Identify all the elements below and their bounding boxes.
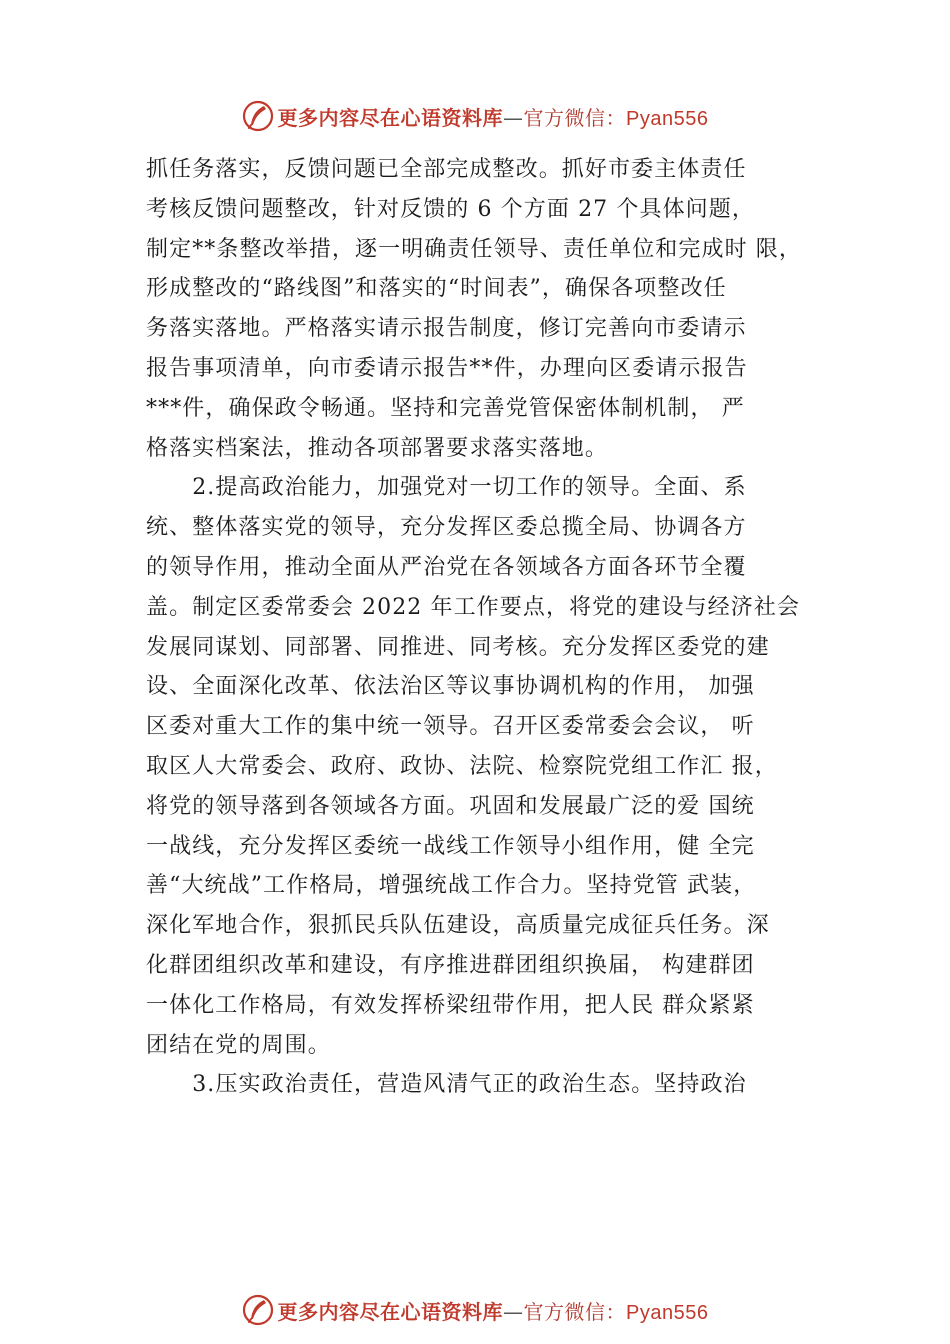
text-line: 善“大统战”工作格局，增强统战工作合力。坚持党管 武装， (146, 873, 757, 899)
text-line: 一战线，充分发挥区委统一战线工作领导小组作用，健 全完 (146, 833, 755, 859)
text-line: 一体化工作格局，有效发挥桥梁纽带作用，把人民 群众紧紧 (146, 992, 755, 1018)
text-line: 发展同谋划、同部署、同推进、同考核。充分发挥区委党的建 (146, 634, 770, 660)
text-line: 制定**条整改举措，逐一明确责任领导、责任单位和完成时 限， (146, 236, 802, 262)
text-line: 3.压实政治责任，营造风清气正的政治生态。坚持政治 (146, 1072, 747, 1098)
text-line: 盖。制定区委常委会 2022 年工作要点，将党的建设与经济社会 (146, 594, 801, 620)
banner-wechat-id: Pyan556 (626, 1301, 709, 1324)
banner-title: 更多内容尽在心语资料库 (277, 105, 504, 130)
header-banner (0, 94, 950, 138)
document-body (146, 150, 826, 1105)
banner-title: 更多内容尽在心语资料库 (277, 1299, 504, 1324)
text-line: 区委对重大工作的集中统一领导。召开区委常委会会议， 听 (146, 714, 755, 740)
text-line: 务落实落地。严格落实请示报告制度，修订完善向市委请示 (146, 316, 747, 342)
banner-text (278, 102, 709, 131)
text-line: 取区人大常委会、政府、政协、法院、检察院党组工作汇 报， (146, 753, 778, 779)
text-line: 化群团组织改革和建设，有序推进群团组织换届， 构建群团 (146, 952, 755, 978)
text-line: 将党的领导落到各领域各方面。巩固和发展最广泛的爱 国统 (146, 793, 755, 819)
banner-wechat-id: Pyan556 (626, 107, 709, 130)
text-line: 抓任务落实，反馈问题已全部完成整改。抓好市委主体责任 (146, 157, 747, 182)
banner-text (278, 1296, 709, 1325)
text-line: 形成整改的“路线图”和落实的“时间表”，确保各项整改任 (146, 276, 727, 302)
banner-dash: — (503, 105, 524, 130)
text-line: 报告事项清单，向市委请示报告**件，办理向区委请示报告 (146, 355, 748, 381)
text-line: ***件，确保政令畅通。坚持和完善党管保密体制机制， 严 (146, 395, 745, 421)
text-line: 2.提高政治能力，加强党对一切工作的领导。全面、系 (146, 475, 747, 501)
text-line: 深化军地合作，狠抓民兵队伍建设，高质量完成征兵任务。深 (146, 913, 770, 939)
footer-banner (0, 1288, 950, 1332)
banner-subtitle: 官方微信： (523, 1299, 627, 1324)
quill-pen-logo-icon (242, 1294, 274, 1326)
banner-subtitle: 官方微信： (523, 105, 627, 130)
quill-pen-logo-icon (242, 100, 274, 132)
text-line: 设、全面深化改革、依法治区等议事协调机构的作用， 加强 (146, 674, 755, 700)
text-line: 团结在党的周围。 (146, 1032, 331, 1058)
banner-dash: — (503, 1299, 524, 1324)
text-line: 的领导作用，推动全面从严治党在各领域各方面各环节全覆 (146, 554, 747, 580)
text-line: 格落实档案法，推动各项部署要求落实落地。 (146, 435, 609, 461)
text-line: 统、整体落实党的领导，充分发挥区委总揽全局、协调各方 (146, 515, 747, 541)
text-line: 考核反馈问题整改，针对反馈的 6 个方面 27 个具体问题， (146, 196, 755, 222)
